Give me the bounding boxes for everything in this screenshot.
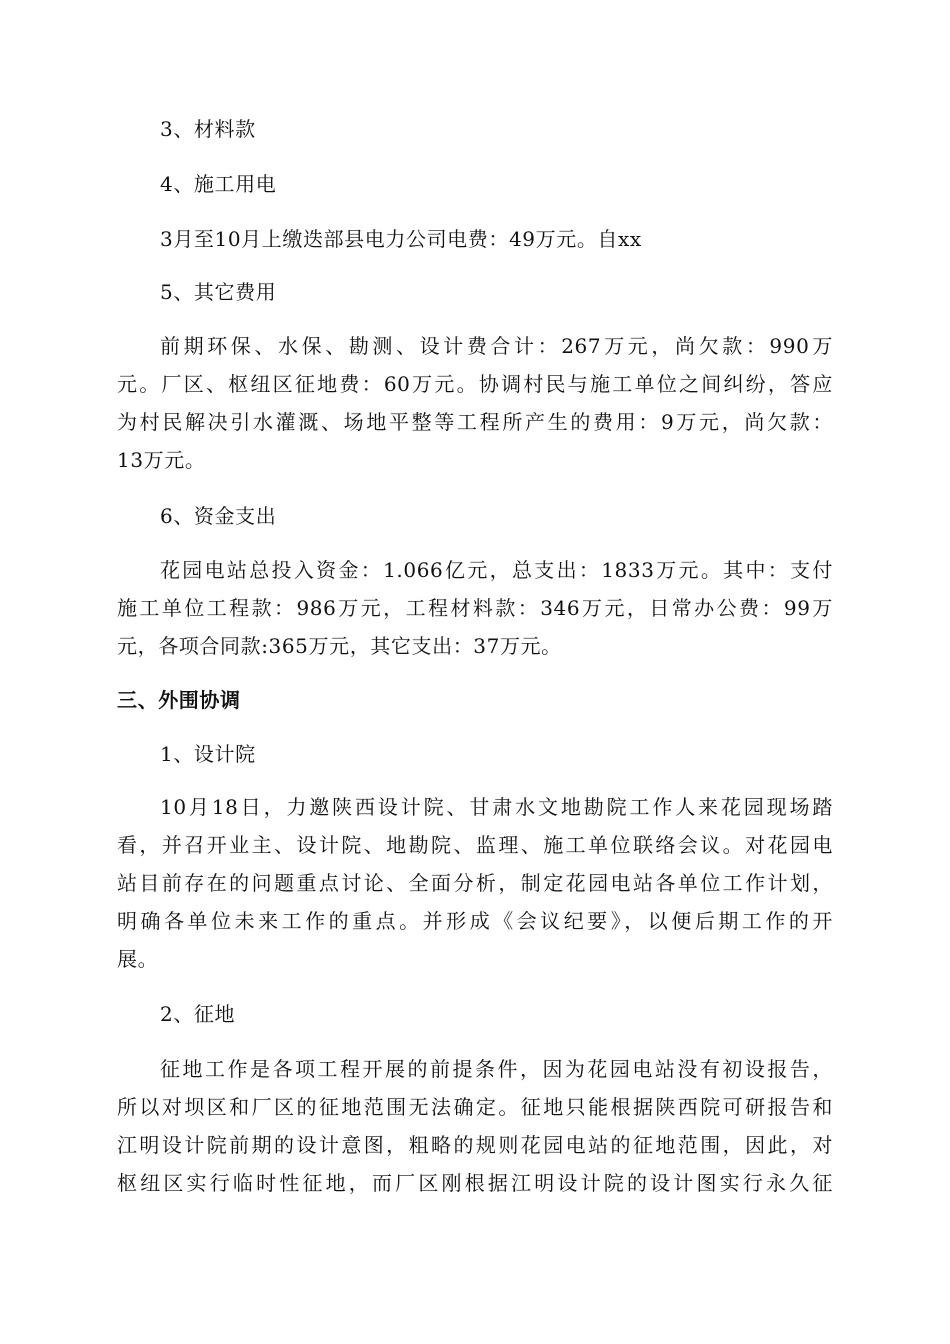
paragraph-line: 花园电站总投入资金：1.066亿元，总支出：1833万元。其中：支付 — [160, 558, 833, 582]
item6-title: 6、资金支出 — [160, 504, 277, 528]
item5-title: 5、其它费用 — [160, 280, 277, 304]
paragraph-line: 枢纽区实行临时性征地，而厂区刚根据江明设计院的设计图实行永久征 — [117, 1171, 833, 1195]
paragraph-line: 元。厂区、枢纽区征地费：60万元。协调村民与施工单位之间纠纷，答应 — [117, 372, 833, 396]
sub1-title: 1、设计院 — [160, 742, 256, 766]
sub2-paragraph — [117, 1050, 833, 1202]
paragraph-line: 征地工作是各项工程开展的前提条件，因为花园电站没有初设报告， — [160, 1057, 833, 1081]
item5-paragraph — [117, 327, 833, 479]
sub1-paragraph — [117, 788, 833, 978]
paragraph-line: 所以对坝区和厂区的征地范围无法确定。征地只能根据陕西院可研报告和 — [117, 1095, 833, 1119]
paragraph-line: 前期环保、水保、勘测、设计费合计：267万元，尚欠款：990万 — [160, 334, 833, 358]
item3-title: 3、材料款 — [160, 117, 256, 141]
paragraph-line: 施工单位工程款：986万元，工程材料款：346万元，日常办公费：99万 — [117, 596, 833, 620]
paragraph-line: 展。 — [117, 947, 159, 971]
paragraph-line: 元，各项合同款:365万元，其它支出：37万元。 — [117, 634, 562, 658]
item6-paragraph — [117, 551, 833, 665]
paragraph-line: 13万元。 — [117, 448, 206, 472]
paragraph-line: 站目前存在的问题重点讨论、全面分析，制定花园电站各单位工作计划， — [117, 871, 833, 895]
sub2-title: 2、征地 — [160, 1002, 236, 1026]
paragraph-line: 明确各单位未来工作的重点。并形成《会议纪要》，以便后期工作的开 — [117, 909, 833, 933]
paragraph-line: 10月18日，力邀陕西设计院、甘肃水文地勘院工作人来花园现场踏 — [160, 795, 833, 819]
item4-paragraph: 3月至10月上缴迭部县电力公司电费：49万元。自xx — [160, 227, 642, 251]
section3-heading: 三、外围协调 — [117, 688, 241, 712]
item4-title: 4、施工用电 — [160, 172, 277, 196]
paragraph-line: 江明设计院前期的设计意图，粗略的规则花园电站的征地范围，因此，对 — [117, 1133, 833, 1157]
paragraph-line: 看，并召开业主、设计院、地勘院、监理、施工单位联络会议。对花园电 — [117, 833, 833, 857]
paragraph-line: 为村民解决引水灌溉、场地平整等工程所产生的费用：9万元，尚欠款： — [117, 410, 833, 434]
